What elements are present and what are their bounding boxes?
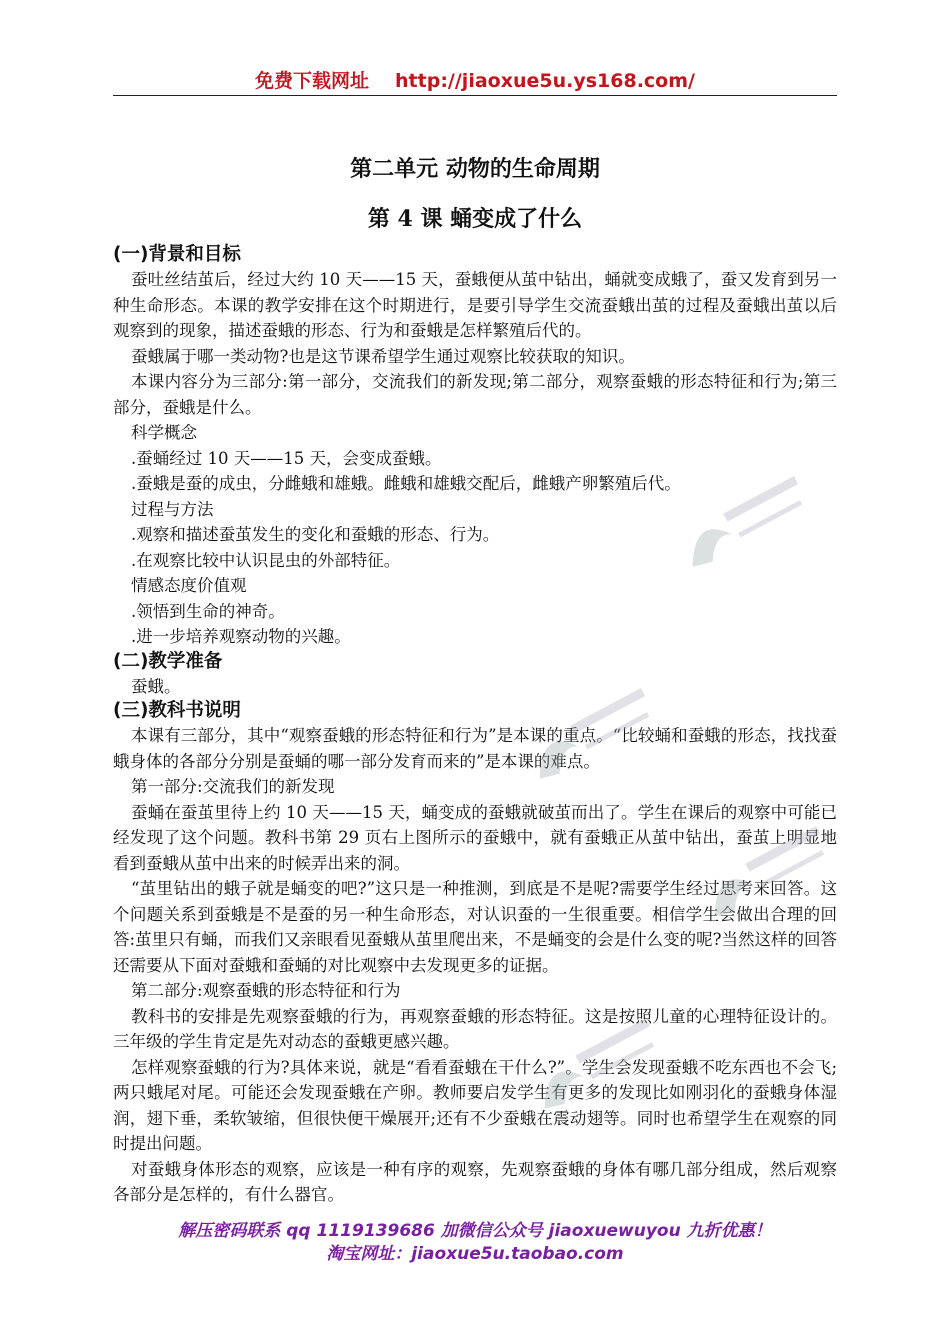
paragraph: 蚕蛹在蚕茧里待上约 10 天——15 天，蛹变成的蚕蛾就破茧而出了。学生在课后的观察中可能已经发现了这个问题。教科书第 29 页右上图所示的蚕蛾中，就有蚕蛾正从茧中钻出，蚕茧上明显地看到蚕蛾从茧中出来的时候弄出来的洞。 (113, 802, 837, 873)
paragraph: “茧里钻出的蛾子就是蛹变的吧?”这只是一种推测，到底是不是呢?需要学生经过思考来回答。这个问题关系到蚕蛾是不是蚕的另一种生命形态，对认识蚕的一生很重要。相信学生会做出合理的回答:茧里只有蛹，而我们又亲眼看见蚕蛾从茧里爬出来，不是蛹变的会是什么变的呢?当然这样的回答还需要从下面对蚕蛾和蚕蛹的对比观察中去发现更多的证据。 (113, 879, 837, 975)
paragraph: 本课内容分为三部分:第一部分，交流我们的新发现;第二部分，观察蚕蛾的形态特征和行为;第三部分，蚕蛾是什么。 (113, 372, 837, 417)
list-item: .蚕蛾是蚕的成虫，分雌蛾和雄蛾。雌蛾和雄蛾交配后，雌蛾产卵繁殖后代。 (131, 474, 681, 493)
footer-contact: 解压密码联系 qq 1119139686 加微信公众号 jiaoxuewuyou 九折优惠！ (178, 1221, 772, 1241)
download-header (113, 66, 837, 96)
list-item: .领悟到生命的神奇。 (131, 601, 285, 621)
lesson-title: 第 4 课 蛹变成了什么 (367, 206, 583, 232)
download-url-link[interactable]: http://jiaoxue5u.ys168.com/ (395, 70, 695, 92)
list-item: .观察和描述蚕茧发生的变化和蚕蛾的形态、行为。 (131, 525, 500, 544)
list-item: .进一步培养观察动物的兴趣。 (131, 627, 351, 646)
paragraph: 本课有三部分，其中“观察蚕蛾的形态特征和行为”是本课的重点。“比较蛹和蚕蛾的形态，找找蚕蛾身体的各部分分别是蚕蛹的哪一部分发育而来的”是本课的难点。 (113, 726, 837, 771)
document-body (113, 243, 837, 1208)
footer-taobao-link[interactable]: 淘宝网址：jiaoxue5u.taobao.com (326, 1244, 624, 1264)
section-heading-textbook: (三)教科书说明 (113, 700, 241, 721)
paragraph: 教科书的安排是先观察蚕蛾的行为，再观察蚕蛾的形态特征。这是按照儿童的心理特征设计的。三年级的学生肯定是先对动态的蚕蛾更感兴趣。 (113, 1006, 837, 1051)
paragraph: 对蚕蛾身体形态的观察，应该是一种有序的观察，先观察蚕蛾的身体有哪几部分组成，然后观察各部分是怎样的，有什么器官。 (113, 1159, 837, 1204)
subheading-part2: 第二部分:观察蚕蛾的形态特征和行为 (131, 981, 401, 1000)
unit-title: 第二单元 动物的生命周期 (350, 156, 600, 182)
paragraph: 蚕蛾。 (131, 676, 181, 696)
section-heading-preparation: (二)教学准备 (113, 650, 223, 672)
subheading-part1: 第一部分:交流我们的新发现 (131, 777, 335, 796)
download-label: 免费下载网址 (255, 70, 370, 92)
section-heading-background: (一)背景和目标 (113, 244, 241, 265)
paragraph: 怎样观察蚕蛾的行为?具体来说，就是“看看蚕蛾在干什么?”。学生会发现蚕蛾不吃东西也不会飞;两只蛾尾对尾。可能还会发现蚕蛾在产卵。教师要启发学生有更多的发现比如刚羽化的蚕蛾身体湿润，翅下垂，柔软皱缩，但很快便干燥展开;还有不少蚕蛾在震动翅等。同时也希望学生在观察的同时提出问题。 (113, 1057, 837, 1153)
list-item: .蚕蛹经过 10 天——15 天，会变成蚕蛾。 (131, 448, 442, 468)
paragraph: 蚕蛾属于哪一类动物?也是这节课希望学生通过观察比较获取的知识。 (131, 346, 635, 366)
subheading-concept: 科学概念 (131, 423, 197, 442)
list-item: .在观察比较中认识昆虫的外部特征。 (131, 550, 401, 570)
header-divider (113, 95, 837, 96)
subheading-process: 过程与方法 (131, 499, 214, 519)
subheading-attitude: 情感态度价值观 (131, 576, 247, 595)
paragraph: 蚕吐丝结茧后，经过大约 10 天——15 天，蚕蛾便从茧中钻出，蛹就变成蛾了，蚕又发育到另一种生命形态。本课的教学安排在这个时期进行，是要引导学生交流蚕蛾出茧的过程及蚕蛾出茧以后观察到的现象，描述蚕蛾的形态、行为和蚕蛾是怎样繁殖后代的。 (113, 270, 837, 340)
